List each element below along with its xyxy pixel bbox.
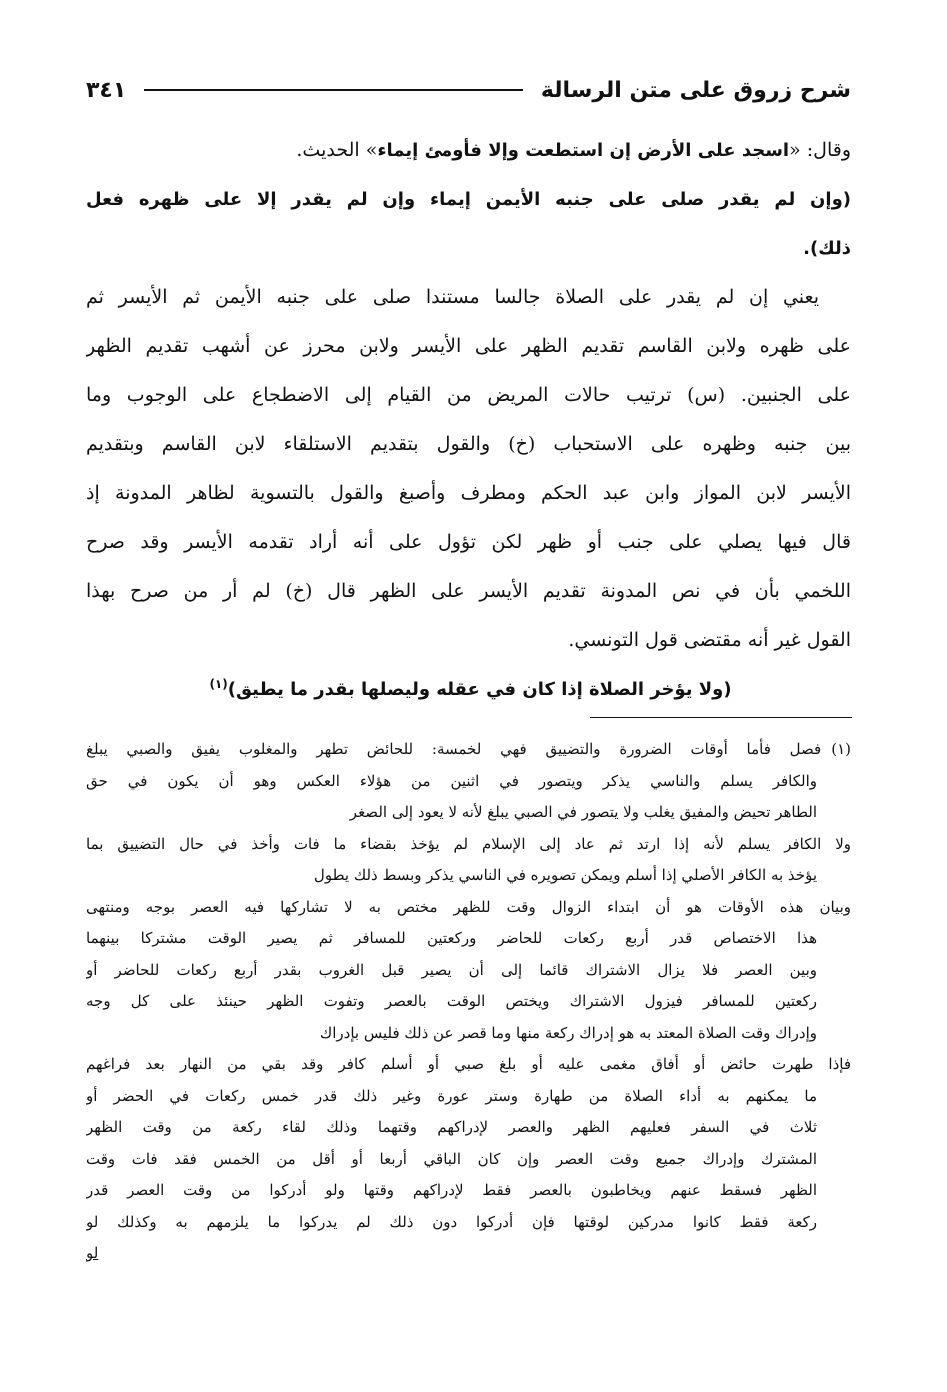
footnote-line: ولا الكافر يسلم لأنه إذا ارتد ثم عاد إلى الإسلام لم يؤخذ بقضاء ما فات وأخذ في حال التضييق بما [86,834,851,853]
text-line [86,126,851,175]
footnote-line: والكافر يسلم والناسي يذكر ويتصور في اثنين من هؤلاء العكس وهو أن يكون في حق [86,771,817,790]
footnote-line: المشترك وإدراك جميع وقت العصر وإن كان الباقي أربعا أو أقل من الخمس فقد فات وقت [86,1149,817,1168]
footnotes [86,734,851,1270]
footnote-line: وبين العصر فلا يزال الاشتراك قائما إلى أن يصير قبل الغروب بقدر أربع ركعات للحاضر أو [86,960,817,979]
text-line: القول غير أنه مقتضى قول التونسي. [568,629,851,651]
page-number: ٣٤١ [86,77,127,103]
footnote-line: وبيان هذه الأوقات هو أن ابتداء الزوال وقت للظهر مختص به لا تشاركها فيه العصر بوجه ومنتهى [86,897,851,916]
footnote-line: هذا الاختصاص قدر أربع ركعات للحاضر وركعتين للمسافر ثم يصير الوقت مشتركا بينهما [86,929,817,947]
text-line: الأيسر لابن المواز وابن عبد الحكم ومطرف وأصبغ والقول بالتسوية لظاهر المدونة إذ [86,482,851,504]
text-line: اللخمي بأن في نص المدونة تقديم الأيسر على الظهر قال (خ) لم أر من صرح بهذا [86,580,851,602]
footnote-line: فإذا طهرت حائض أو أفاق مغمى عليه أو بلغ صبي أو أسلم كافر وقد بقي من النهار بعد فراغهم [86,1055,851,1073]
running-title: شرح زروق على متن الرسالة [540,77,851,103]
footnote-number: (١) [831,740,851,758]
matn-line: (وإن لم يقدر صلى على جنبه الأيمن إيماء وإن لم يقدر إلا على ظهره فعل [86,189,851,210]
footnote-text: فصل فأما أوقات الضرورة والتضييق فهي لخمسة: للحائض تطهر والمغلوب يفيق والصبي يبلغ [86,740,822,758]
footnote-separator [590,717,852,718]
text-line: يعني إن لم يقدر على الصلاة جالسا مستندا صلى على جنبه الأيمن ثم الأيسر ثم [86,286,819,308]
page-header [86,68,851,112]
footnote-line: ثلاث في السفر فعليهم الظهر والعصر لإدراكهم وقتهما وذلك لقاء ركعة من وقت الظهر [86,1118,817,1136]
catchword: لو [86,1244,99,1262]
footnote-line: وإدراك وقت الصلاة المعتد به هو إدراك ركعة منها وما قصر عن ذلك فليس بإدراك [319,1023,817,1042]
matn-line [86,665,851,714]
footnote-line: ركعة فقط كانوا مدركين لوقتها فإن أدركوا دون ذلك لم يدركوا ما يلزمهم به وكذلك لو [86,1212,817,1231]
footnote-line [86,734,851,766]
text-line: قال فيها يصلي على جنب أو ظهر لكن تؤول على أنه أراد تقدمه الأيسر وقد صرح [86,531,851,553]
footnote-reference: (١) [209,677,228,691]
footnote-line: ما يمكنهم به أداء الصلاة من طهارة وستر عورة وغير ذلك قدر خمس ركعات في الحضر أو [86,1086,817,1105]
matn-text: (ولا يؤخر الصلاة إذا كان في عقله وليصلها بقدر ما يطيق) [227,679,732,700]
text-line: بين جنبه وظهره على الاستحباب (خ) والقول بتقديم الاستلقاء لابن القاسم وبتقديم [86,433,851,455]
footnote-line: الظهر فسقط عنهم ويخاطبون بالعصر فقط لإدراكهم وقتها ولو أدركوا من وقت العصر قدر [86,1181,817,1199]
text-line: على ظهره ولابن القاسم تقديم الظهر على الأيسر ولابن محرز عن أشهب تقديم الظهر [86,335,851,357]
quote-outro: » الحديث. [296,139,378,161]
hadith-quote: اسجد على الأرض إن استطعت وإلا فأومئ إيماء [377,140,790,161]
main-text [86,126,851,714]
footnote-line: ركعتين للمسافر فيزول الاشتراك ويختص الوقت بالعصر وتفوت الظهر حينئذ على كل وجه [86,992,817,1010]
footnote-line: الطاهر تحيض والمفيق يغلب ولا يتصور في الصبي يبلغ لأنه لا يعود إلى الصغر [349,803,817,821]
quote-intro: وقال: « [789,139,851,161]
matn-line: ذلك). [803,238,851,259]
header-rule [144,89,523,91]
footnote-line: يؤخذ به الكافر الأصلي إذا أسلم ويمكن تصويره في الناسي يذكر وبسط ذلك يطول [313,866,817,884]
text-line: على الجنبين. (س) ترتيب حالات المريض من القيام إلى الاضطجاع على الوجوب وما [86,384,851,406]
